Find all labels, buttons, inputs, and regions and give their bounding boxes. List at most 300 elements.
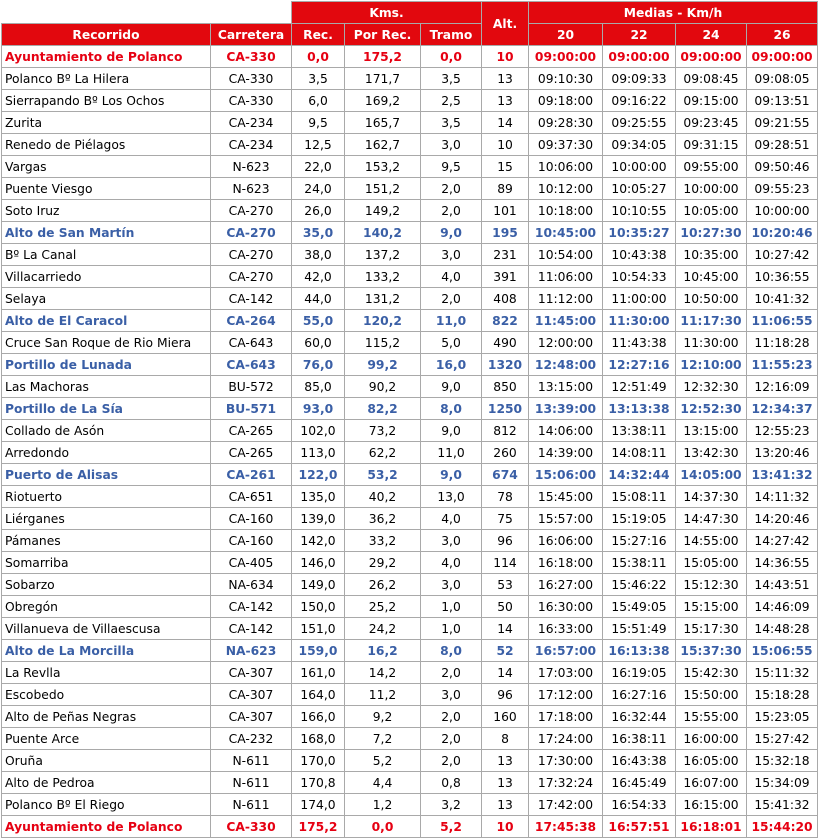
cell-km-por-rec: 16,2	[345, 640, 421, 662]
cell-altitude: 195	[482, 222, 529, 244]
cell-km-por-rec: 115,2	[345, 332, 421, 354]
cell-km-rec: 174,0	[292, 794, 345, 816]
cell-time-20: 10:45:00	[529, 222, 603, 244]
table-row	[2, 662, 818, 684]
cell-time-26: 15:34:09	[747, 772, 818, 794]
cell-km-tramo: 2,0	[421, 178, 482, 200]
cell-km-por-rec: 26,2	[345, 574, 421, 596]
table-header	[2, 2, 818, 46]
cell-time-20: 16:27:00	[529, 574, 603, 596]
cell-km-por-rec: 151,2	[345, 178, 421, 200]
cell-road: CA-160	[211, 508, 292, 530]
header-row-top	[2, 2, 818, 24]
cell-time-24: 10:05:00	[676, 200, 747, 222]
cell-time-20: 17:30:00	[529, 750, 603, 772]
cell-km-rec: 161,0	[292, 662, 345, 684]
cell-altitude: 96	[482, 684, 529, 706]
cell-km-rec: 3,5	[292, 68, 345, 90]
cell-time-22: 14:08:11	[603, 442, 676, 464]
cell-km-tramo: 3,5	[421, 68, 482, 90]
table-row	[2, 684, 818, 706]
table-row	[2, 508, 818, 530]
cell-altitude: 850	[482, 376, 529, 398]
cell-time-26: 10:20:46	[747, 222, 818, 244]
cell-time-22: 15:38:11	[603, 552, 676, 574]
table-row	[2, 266, 818, 288]
cell-km-tramo: 1,0	[421, 618, 482, 640]
cell-km-tramo: 9,0	[421, 376, 482, 398]
route-schedule-table	[1, 1, 818, 838]
cell-km-por-rec: 9,2	[345, 706, 421, 728]
header-speed-26: 26	[747, 24, 818, 46]
cell-time-20: 14:06:00	[529, 420, 603, 442]
cell-time-20: 17:18:00	[529, 706, 603, 728]
table-row	[2, 46, 818, 68]
cell-time-26: 14:11:32	[747, 486, 818, 508]
cell-location: Ayuntamiento de Polanco	[2, 816, 211, 838]
cell-road: CA-651	[211, 486, 292, 508]
cell-time-20: 17:12:00	[529, 684, 603, 706]
cell-time-26: 09:08:05	[747, 68, 818, 90]
cell-road: CA-330	[211, 46, 292, 68]
cell-km-rec: 9,5	[292, 112, 345, 134]
cell-km-por-rec: 11,2	[345, 684, 421, 706]
header-kms: Kms.	[292, 2, 482, 24]
cell-km-rec: 85,0	[292, 376, 345, 398]
cell-location: Portillo de Lunada	[2, 354, 211, 376]
cell-location: La Revlla	[2, 662, 211, 684]
cell-location: Las Machoras	[2, 376, 211, 398]
cell-km-rec: 166,0	[292, 706, 345, 728]
cell-time-26: 12:34:37	[747, 398, 818, 420]
cell-time-20: 09:10:30	[529, 68, 603, 90]
cell-time-20: 11:45:00	[529, 310, 603, 332]
header-tramo: Tramo	[421, 24, 482, 46]
cell-time-22: 12:27:16	[603, 354, 676, 376]
cell-time-24: 09:23:45	[676, 112, 747, 134]
cell-time-24: 11:17:30	[676, 310, 747, 332]
table-row	[2, 68, 818, 90]
cell-time-26: 15:27:42	[747, 728, 818, 750]
cell-km-tramo: 0,8	[421, 772, 482, 794]
table-row	[2, 398, 818, 420]
cell-time-26: 09:28:51	[747, 134, 818, 156]
cell-km-tramo: 2,0	[421, 728, 482, 750]
cell-km-rec: 44,0	[292, 288, 345, 310]
cell-time-24: 14:47:30	[676, 508, 747, 530]
cell-time-24: 14:55:00	[676, 530, 747, 552]
cell-time-24: 10:50:00	[676, 288, 747, 310]
cell-altitude: 114	[482, 552, 529, 574]
cell-road: CA-265	[211, 420, 292, 442]
cell-location: Obregón	[2, 596, 211, 618]
cell-time-22: 10:54:33	[603, 266, 676, 288]
cell-time-20: 09:37:30	[529, 134, 603, 156]
cell-time-22: 15:51:49	[603, 618, 676, 640]
cell-time-24: 15:42:30	[676, 662, 747, 684]
cell-time-22: 16:38:11	[603, 728, 676, 750]
cell-road: CA-270	[211, 200, 292, 222]
cell-km-por-rec: 90,2	[345, 376, 421, 398]
cell-time-26: 12:16:09	[747, 376, 818, 398]
cell-km-por-rec: 153,2	[345, 156, 421, 178]
cell-altitude: 822	[482, 310, 529, 332]
cell-time-26: 14:36:55	[747, 552, 818, 574]
cell-km-rec: 6,0	[292, 90, 345, 112]
cell-km-tramo: 8,0	[421, 398, 482, 420]
cell-km-tramo: 2,0	[421, 750, 482, 772]
cell-location: Oruña	[2, 750, 211, 772]
cell-altitude: 1250	[482, 398, 529, 420]
cell-altitude: 391	[482, 266, 529, 288]
cell-road: CA-265	[211, 442, 292, 464]
cell-time-26: 14:27:42	[747, 530, 818, 552]
cell-altitude: 1320	[482, 354, 529, 376]
cell-km-por-rec: 29,2	[345, 552, 421, 574]
cell-time-22: 11:30:00	[603, 310, 676, 332]
cell-location: Riotuerto	[2, 486, 211, 508]
cell-time-24: 16:18:01	[676, 816, 747, 838]
cell-time-20: 09:28:30	[529, 112, 603, 134]
cell-altitude: 15	[482, 156, 529, 178]
cell-road: CA-142	[211, 596, 292, 618]
table-row	[2, 706, 818, 728]
cell-time-20: 16:30:00	[529, 596, 603, 618]
cell-km-por-rec: 53,2	[345, 464, 421, 486]
cell-time-22: 16:19:05	[603, 662, 676, 684]
cell-road: CA-160	[211, 530, 292, 552]
cell-km-tramo: 5,0	[421, 332, 482, 354]
cell-altitude: 13	[482, 794, 529, 816]
cell-km-tramo: 3,0	[421, 574, 482, 596]
cell-time-26: 15:32:18	[747, 750, 818, 772]
cell-km-por-rec: 99,2	[345, 354, 421, 376]
cell-time-20: 15:57:00	[529, 508, 603, 530]
table-row	[2, 310, 818, 332]
cell-km-rec: 113,0	[292, 442, 345, 464]
table-row	[2, 464, 818, 486]
cell-km-tramo: 2,0	[421, 200, 482, 222]
cell-time-22: 11:43:38	[603, 332, 676, 354]
cell-time-24: 14:37:30	[676, 486, 747, 508]
cell-time-20: 17:24:00	[529, 728, 603, 750]
cell-time-22: 15:27:16	[603, 530, 676, 552]
table-row	[2, 156, 818, 178]
cell-road: CA-270	[211, 266, 292, 288]
cell-altitude: 8	[482, 728, 529, 750]
table-row	[2, 288, 818, 310]
cell-time-26: 14:48:28	[747, 618, 818, 640]
header-row-bottom	[2, 24, 818, 46]
cell-km-rec: 151,0	[292, 618, 345, 640]
table-row	[2, 596, 818, 618]
cell-time-22: 16:54:33	[603, 794, 676, 816]
cell-km-tramo: 13,0	[421, 486, 482, 508]
cell-time-26: 11:55:23	[747, 354, 818, 376]
cell-time-26: 10:27:42	[747, 244, 818, 266]
cell-km-tramo: 2,0	[421, 706, 482, 728]
cell-road: N-623	[211, 178, 292, 200]
cell-altitude: 10	[482, 816, 529, 838]
cell-location: Villanueva de Villaescusa	[2, 618, 211, 640]
cell-time-20: 11:06:00	[529, 266, 603, 288]
cell-km-rec: 159,0	[292, 640, 345, 662]
cell-time-20: 09:18:00	[529, 90, 603, 112]
cell-km-tramo: 3,2	[421, 794, 482, 816]
cell-time-22: 10:00:00	[603, 156, 676, 178]
cell-time-22: 15:46:22	[603, 574, 676, 596]
cell-time-20: 16:57:00	[529, 640, 603, 662]
header-speed-24: 24	[676, 24, 747, 46]
table-row	[2, 90, 818, 112]
cell-km-por-rec: 36,2	[345, 508, 421, 530]
cell-time-24: 15:17:30	[676, 618, 747, 640]
cell-time-20: 10:06:00	[529, 156, 603, 178]
cell-km-rec: 135,0	[292, 486, 345, 508]
table-row	[2, 552, 818, 574]
cell-km-por-rec: 7,2	[345, 728, 421, 750]
cell-altitude: 101	[482, 200, 529, 222]
cell-altitude: 50	[482, 596, 529, 618]
cell-km-tramo: 1,0	[421, 596, 482, 618]
cell-time-22: 15:08:11	[603, 486, 676, 508]
cell-time-22: 16:13:38	[603, 640, 676, 662]
cell-km-por-rec: 169,2	[345, 90, 421, 112]
cell-time-20: 17:42:00	[529, 794, 603, 816]
cell-time-22: 16:43:38	[603, 750, 676, 772]
cell-location: Sierrapando Bº Los Ochos	[2, 90, 211, 112]
cell-time-24: 10:45:00	[676, 266, 747, 288]
cell-time-26: 10:36:55	[747, 266, 818, 288]
cell-time-20: 09:00:00	[529, 46, 603, 68]
cell-km-rec: 93,0	[292, 398, 345, 420]
cell-location: Renedo de Piélagos	[2, 134, 211, 156]
cell-km-tramo: 9,0	[421, 464, 482, 486]
cell-km-tramo: 3,5	[421, 112, 482, 134]
header-carretera: Carretera	[211, 24, 292, 46]
cell-km-rec: 146,0	[292, 552, 345, 574]
table-body	[2, 46, 818, 838]
header-recorrido: Recorrido	[2, 24, 211, 46]
cell-altitude: 14	[482, 112, 529, 134]
cell-km-tramo: 9,5	[421, 156, 482, 178]
cell-km-por-rec: 131,2	[345, 288, 421, 310]
cell-time-22: 09:09:33	[603, 68, 676, 90]
cell-km-por-rec: 82,2	[345, 398, 421, 420]
cell-road: CA-330	[211, 816, 292, 838]
cell-time-26: 13:41:32	[747, 464, 818, 486]
table-row	[2, 420, 818, 442]
cell-road: N-623	[211, 156, 292, 178]
cell-time-26: 11:18:28	[747, 332, 818, 354]
cell-road: N-611	[211, 750, 292, 772]
cell-km-por-rec: 165,7	[345, 112, 421, 134]
table-row	[2, 244, 818, 266]
cell-time-20: 13:15:00	[529, 376, 603, 398]
cell-time-22: 10:43:38	[603, 244, 676, 266]
cell-time-20: 17:03:00	[529, 662, 603, 684]
cell-location: Alto de La Morcilla	[2, 640, 211, 662]
cell-location: Villacarriedo	[2, 266, 211, 288]
cell-altitude: 75	[482, 508, 529, 530]
cell-km-por-rec: 1,2	[345, 794, 421, 816]
cell-location: Ayuntamiento de Polanco	[2, 46, 211, 68]
cell-altitude: 674	[482, 464, 529, 486]
cell-km-rec: 22,0	[292, 156, 345, 178]
cell-time-20: 12:48:00	[529, 354, 603, 376]
cell-altitude: 13	[482, 750, 529, 772]
cell-time-22: 09:00:00	[603, 46, 676, 68]
cell-time-24: 09:00:00	[676, 46, 747, 68]
table-row	[2, 376, 818, 398]
cell-time-24: 15:15:00	[676, 596, 747, 618]
cell-time-26: 09:00:00	[747, 46, 818, 68]
cell-time-24: 10:27:30	[676, 222, 747, 244]
cell-km-por-rec: 149,2	[345, 200, 421, 222]
table-row	[2, 640, 818, 662]
cell-altitude: 96	[482, 530, 529, 552]
cell-location: Somarriba	[2, 552, 211, 574]
cell-km-tramo: 3,0	[421, 244, 482, 266]
cell-time-22: 12:51:49	[603, 376, 676, 398]
cell-time-24: 16:05:00	[676, 750, 747, 772]
cell-km-por-rec: 62,2	[345, 442, 421, 464]
cell-road: CA-405	[211, 552, 292, 574]
cell-km-tramo: 4,0	[421, 552, 482, 574]
cell-km-rec: 60,0	[292, 332, 345, 354]
cell-km-por-rec: 162,7	[345, 134, 421, 156]
cell-location: Puente Arce	[2, 728, 211, 750]
cell-km-rec: 175,2	[292, 816, 345, 838]
cell-km-tramo: 4,0	[421, 266, 482, 288]
cell-location: Arredondo	[2, 442, 211, 464]
table-row	[2, 222, 818, 244]
cell-time-24: 12:32:30	[676, 376, 747, 398]
cell-location: Zurita	[2, 112, 211, 134]
cell-road: N-611	[211, 772, 292, 794]
cell-time-24: 14:05:00	[676, 464, 747, 486]
cell-road: CA-307	[211, 662, 292, 684]
header-rec: Rec.	[292, 24, 345, 46]
cell-time-24: 13:42:30	[676, 442, 747, 464]
cell-time-26: 15:23:05	[747, 706, 818, 728]
cell-road: CA-142	[211, 288, 292, 310]
cell-km-tramo: 5,2	[421, 816, 482, 838]
cell-time-24: 15:55:00	[676, 706, 747, 728]
cell-time-24: 11:30:00	[676, 332, 747, 354]
cell-time-22: 13:38:11	[603, 420, 676, 442]
cell-km-tramo: 9,0	[421, 420, 482, 442]
cell-time-26: 10:00:00	[747, 200, 818, 222]
cell-km-rec: 38,0	[292, 244, 345, 266]
cell-km-por-rec: 25,2	[345, 596, 421, 618]
cell-time-24: 15:12:30	[676, 574, 747, 596]
cell-location: Liérganes	[2, 508, 211, 530]
cell-road: BU-572	[211, 376, 292, 398]
cell-location: Alto de Pedroa	[2, 772, 211, 794]
cell-time-22: 10:05:27	[603, 178, 676, 200]
cell-altitude: 10	[482, 134, 529, 156]
header-speed-20: 20	[529, 24, 603, 46]
table-row	[2, 134, 818, 156]
cell-altitude: 52	[482, 640, 529, 662]
cell-km-rec: 150,0	[292, 596, 345, 618]
cell-km-por-rec: 4,4	[345, 772, 421, 794]
cell-time-20: 16:33:00	[529, 618, 603, 640]
cell-time-26: 09:21:55	[747, 112, 818, 134]
table-row	[2, 178, 818, 200]
cell-time-22: 15:19:05	[603, 508, 676, 530]
cell-altitude: 812	[482, 420, 529, 442]
header-speed-22: 22	[603, 24, 676, 46]
cell-km-rec: 55,0	[292, 310, 345, 332]
cell-time-22: 15:49:05	[603, 596, 676, 618]
cell-km-por-rec: 140,2	[345, 222, 421, 244]
cell-altitude: 260	[482, 442, 529, 464]
cell-altitude: 13	[482, 772, 529, 794]
table-row	[2, 442, 818, 464]
cell-time-22: 10:10:55	[603, 200, 676, 222]
cell-km-por-rec: 120,2	[345, 310, 421, 332]
cell-altitude: 10	[482, 46, 529, 68]
table-row	[2, 618, 818, 640]
table-row	[2, 112, 818, 134]
cell-time-20: 10:12:00	[529, 178, 603, 200]
cell-altitude: 231	[482, 244, 529, 266]
cell-time-24: 13:15:00	[676, 420, 747, 442]
cell-km-por-rec: 171,7	[345, 68, 421, 90]
cell-altitude: 78	[482, 486, 529, 508]
cell-km-rec: 24,0	[292, 178, 345, 200]
cell-altitude: 490	[482, 332, 529, 354]
cell-location: Puente Viesgo	[2, 178, 211, 200]
cell-km-rec: 142,0	[292, 530, 345, 552]
cell-km-tramo: 2,0	[421, 662, 482, 684]
cell-road: BU-571	[211, 398, 292, 420]
cell-time-24: 16:15:00	[676, 794, 747, 816]
cell-road: CA-234	[211, 112, 292, 134]
cell-km-rec: 35,0	[292, 222, 345, 244]
cell-location: Cruce San Roque de Rio Miera	[2, 332, 211, 354]
cell-km-por-rec: 14,2	[345, 662, 421, 684]
cell-road: NA-634	[211, 574, 292, 596]
cell-km-por-rec: 40,2	[345, 486, 421, 508]
cell-time-24: 09:55:00	[676, 156, 747, 178]
table-row	[2, 794, 818, 816]
cell-time-22: 16:32:44	[603, 706, 676, 728]
cell-time-24: 15:37:30	[676, 640, 747, 662]
cell-km-tramo: 3,0	[421, 530, 482, 552]
cell-time-26: 09:55:23	[747, 178, 818, 200]
cell-time-24: 12:52:30	[676, 398, 747, 420]
cell-location: Sobarzo	[2, 574, 211, 596]
cell-time-24: 10:00:00	[676, 178, 747, 200]
cell-km-rec: 102,0	[292, 420, 345, 442]
header-blank-cell	[211, 2, 292, 24]
cell-time-20: 16:18:00	[529, 552, 603, 574]
table-row	[2, 728, 818, 750]
cell-time-20: 10:18:00	[529, 200, 603, 222]
header-blank-cell	[2, 2, 211, 24]
table-row	[2, 772, 818, 794]
cell-time-20: 13:39:00	[529, 398, 603, 420]
cell-time-24: 09:31:15	[676, 134, 747, 156]
cell-time-20: 14:39:00	[529, 442, 603, 464]
cell-km-rec: 168,0	[292, 728, 345, 750]
cell-altitude: 14	[482, 662, 529, 684]
cell-km-tramo: 2,5	[421, 90, 482, 112]
cell-altitude: 408	[482, 288, 529, 310]
